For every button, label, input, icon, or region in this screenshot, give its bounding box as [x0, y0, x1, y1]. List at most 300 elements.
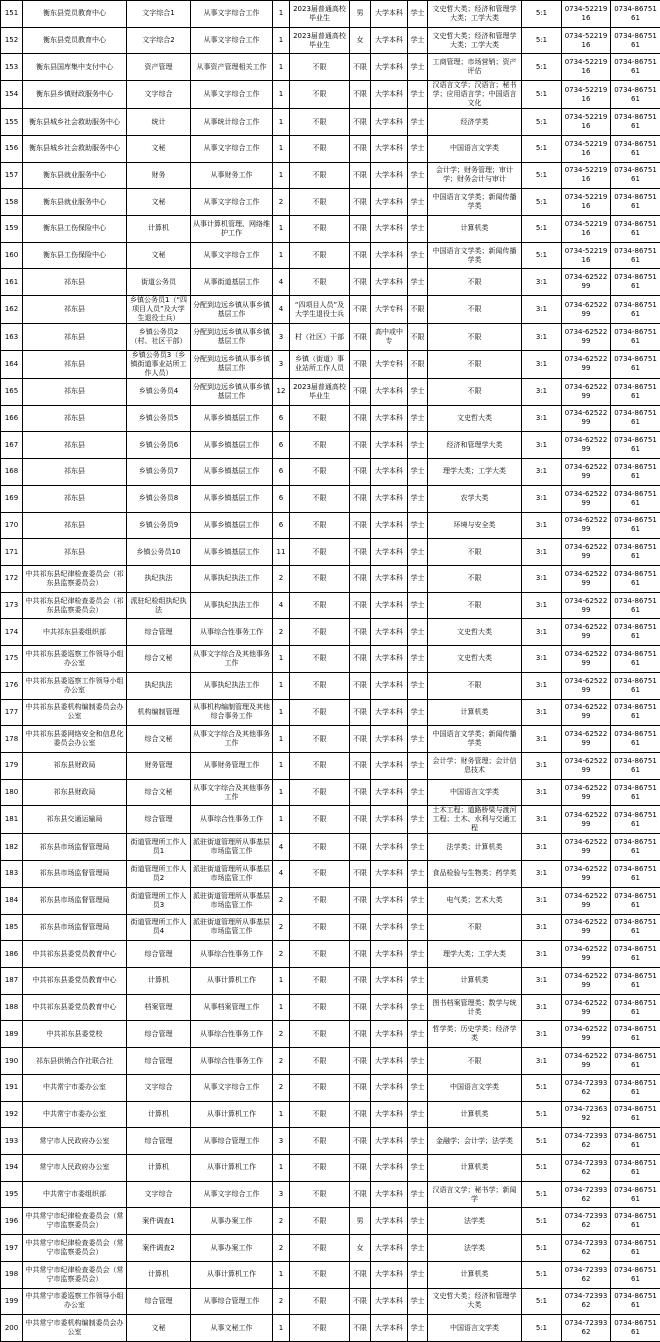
cell-identity: 乡镇（街道）事业站所工作人员 — [290, 350, 350, 378]
cell-post: 街道管理所工作人员3 — [127, 887, 191, 914]
cell-post: 乡镇公务员2（村、社区干部） — [127, 324, 191, 351]
cell-major: 计算机类 — [428, 1101, 522, 1128]
cell-gender: 不限 — [350, 485, 371, 512]
cell-no: 192 — [1, 1101, 23, 1128]
cell-gender: 不限 — [350, 752, 371, 779]
cell-tel1: 0734-7239362 — [562, 1261, 611, 1288]
cell-major: 理学大类；工学大类 — [428, 459, 522, 486]
cell-edu: 大学本科 — [371, 1128, 408, 1155]
cell-ratio: 3:1 — [522, 269, 562, 296]
cell-identity: 不限 — [290, 459, 350, 486]
cell-tel1: 0734-6252299 — [562, 752, 611, 779]
cell-gender: 不限 — [350, 81, 371, 109]
table-row — [1, 861, 660, 888]
cell-duty: 从事综合性事务工作 — [191, 619, 273, 646]
table-row — [1, 619, 660, 646]
cell-major: 不限 — [428, 269, 522, 296]
cell-degree: 学士 — [408, 887, 428, 914]
cell-unit: 衡东县乡镇财政服务中心 — [23, 81, 127, 109]
cell-count: 6 — [273, 432, 290, 459]
cell-major: 金融学；会计学；法学类 — [428, 1128, 522, 1155]
cell-identity: 村（社区）干部 — [290, 324, 350, 351]
cell-post: 街道管理所工作人员2 — [127, 861, 191, 888]
cell-tel2: 0734-8675161 — [611, 1261, 660, 1288]
cell-edu: 大学本科 — [371, 914, 408, 941]
cell-unit: 中共祁东县委党员教育中心 — [23, 941, 127, 968]
cell-post: 综合文秘 — [127, 646, 191, 673]
cell-degree: 学士 — [408, 861, 428, 888]
cell-major: 不限 — [428, 672, 522, 699]
table-row — [1, 752, 660, 779]
cell-identity: 不限 — [290, 887, 350, 914]
cell-unit: 中共祁东县委党员教育中心 — [23, 994, 127, 1021]
cell-post: 街道管理所工作人员1 — [127, 834, 191, 861]
cell-count: 12 — [273, 378, 290, 405]
cell-gender: 不限 — [350, 994, 371, 1021]
cell-unit: 中共常宁市纪律检查委员会（常宁市监察委员会） — [23, 1235, 127, 1262]
cell-major: 图书档案管理类；数学与统计类 — [428, 994, 522, 1021]
cell-duty: 从事乡镇基层工作 — [191, 485, 273, 512]
cell-tel1: 0734-7239362 — [562, 1208, 611, 1235]
cell-no: 191 — [1, 1074, 23, 1101]
cell-post: 乡镇公务员7 — [127, 459, 191, 486]
cell-unit: 祁东县财政局 — [23, 779, 127, 806]
cell-degree: 学士 — [408, 109, 428, 136]
table-row — [1, 1208, 660, 1235]
cell-degree: 学士 — [408, 189, 428, 216]
cell-duty: 派驻街道管理所从事基层市场监管工作 — [191, 834, 273, 861]
cell-duty: 从事文字综合工作 — [191, 27, 273, 54]
cell-tel1: 0734-6252299 — [562, 672, 611, 699]
cell-post: 综合管理 — [127, 1048, 191, 1075]
cell-ratio: 5:1 — [522, 81, 562, 109]
cell-post: 文字综合 — [127, 1074, 191, 1101]
cell-gender: 不限 — [350, 1048, 371, 1075]
cell-tel1: 0734-7239362 — [562, 1155, 611, 1182]
cell-count: 1 — [273, 806, 290, 834]
cell-edu: 大学本科 — [371, 592, 408, 619]
cell-ratio: 3:1 — [522, 592, 562, 619]
cell-post: 文秘 — [127, 1315, 191, 1342]
cell-post: 综合管理 — [127, 806, 191, 834]
cell-degree: 学士 — [408, 1235, 428, 1262]
table-row — [1, 162, 660, 189]
cell-tel2: 0734-8675161 — [611, 539, 660, 566]
cell-unit: 祁东县 — [23, 405, 127, 432]
table-row — [1, 27, 660, 54]
cell-post: 乡镇公务员1（“四项目人员”及大学生退役士兵） — [127, 296, 191, 324]
cell-edu: 大学本科 — [371, 1288, 408, 1315]
cell-gender: 不限 — [350, 1261, 371, 1288]
cell-unit: 中共祁东县委组织部 — [23, 619, 127, 646]
cell-edu: 大学本科 — [371, 994, 408, 1021]
table-row — [1, 834, 660, 861]
cell-unit: 中共常宁市委巡察工作领导小组办公室 — [23, 1288, 127, 1315]
cell-unit: 衡东县党员教育中心 — [23, 1, 127, 28]
cell-major: 经济学类 — [428, 109, 522, 136]
cell-edu: 高中或中专 — [371, 324, 408, 351]
cell-count: 1 — [273, 27, 290, 54]
cell-unit: 衡东县就业服务中心 — [23, 162, 127, 189]
cell-degree: 学士 — [408, 1128, 428, 1155]
cell-major: 中国语言文学类 — [428, 1315, 522, 1342]
cell-identity: 不限 — [290, 752, 350, 779]
cell-post: 文字综合 — [127, 81, 191, 109]
cell-no: 152 — [1, 27, 23, 54]
cell-no: 200 — [1, 1315, 23, 1342]
cell-duty: 从事街道基层工作 — [191, 269, 273, 296]
cell-degree: 学士 — [408, 378, 428, 405]
cell-degree: 学士 — [408, 1315, 428, 1342]
cell-count: 3 — [273, 324, 290, 351]
table-row — [1, 485, 660, 512]
cell-no: 173 — [1, 592, 23, 619]
cell-count: 4 — [273, 834, 290, 861]
cell-no: 172 — [1, 565, 23, 592]
cell-tel1: 0734-5221916 — [562, 1, 611, 28]
cell-ratio: 3:1 — [522, 459, 562, 486]
cell-tel1: 0734-6252299 — [562, 592, 611, 619]
cell-ratio: 3:1 — [522, 512, 562, 539]
table-row — [1, 1315, 660, 1342]
cell-tel1: 0734-5221916 — [562, 109, 611, 136]
cell-tel1: 0734-6252299 — [562, 861, 611, 888]
cell-identity: 不限 — [290, 672, 350, 699]
cell-degree: 学士 — [408, 485, 428, 512]
cell-post: 案件调查1 — [127, 1208, 191, 1235]
cell-duty: 从事文字综合及其他事务工作 — [191, 726, 273, 753]
cell-edu: 大学本科 — [371, 109, 408, 136]
cell-degree: 学士 — [408, 269, 428, 296]
cell-duty: 从事计算机管理、网络维护工作 — [191, 216, 273, 243]
cell-tel2: 0734-8675161 — [611, 459, 660, 486]
cell-gender: 不限 — [350, 1128, 371, 1155]
cell-post: 文秘 — [127, 189, 191, 216]
cell-ratio: 3:1 — [522, 834, 562, 861]
cell-edu: 大学本科 — [371, 1, 408, 28]
cell-identity: 不限 — [290, 646, 350, 673]
cell-tel2: 0734-8675161 — [611, 726, 660, 753]
cell-identity: 不限 — [290, 81, 350, 109]
cell-edu: 大学本科 — [371, 861, 408, 888]
cell-duty: 从事执纪执法工作 — [191, 592, 273, 619]
cell-degree: 学士 — [408, 1048, 428, 1075]
cell-duty: 从事综合性事务工作 — [191, 941, 273, 968]
cell-count: 6 — [273, 405, 290, 432]
cell-tel1: 0734-7239362 — [562, 1288, 611, 1315]
cell-edu: 大学本科 — [371, 968, 408, 995]
table-row — [1, 81, 660, 109]
cell-duty: 从事文字综合工作 — [191, 189, 273, 216]
cell-unit: 祁东县 — [23, 539, 127, 566]
cell-post: 计算机 — [127, 1155, 191, 1182]
cell-edu: 大学本科 — [371, 1261, 408, 1288]
table-row — [1, 269, 660, 296]
cell-edu: 大学本科 — [371, 512, 408, 539]
cell-edu: 大学本科 — [371, 1021, 408, 1048]
cell-no: 163 — [1, 324, 23, 351]
cell-major: 食品检验与生物类；药学类 — [428, 861, 522, 888]
cell-degree: 学士 — [408, 432, 428, 459]
table-row — [1, 1181, 660, 1208]
cell-tel1: 0734-5221916 — [562, 242, 611, 269]
cell-major: 理学大类；工学大类 — [428, 941, 522, 968]
cell-tel2: 0734-8675161 — [611, 941, 660, 968]
cell-tel2: 0734-8675161 — [611, 752, 660, 779]
cell-count: 2 — [273, 619, 290, 646]
cell-identity: 不限 — [290, 242, 350, 269]
cell-count: 4 — [273, 861, 290, 888]
cell-duty: 从事财务工作 — [191, 162, 273, 189]
cell-degree: 学士 — [408, 27, 428, 54]
cell-ratio: 3:1 — [522, 699, 562, 726]
cell-unit: 祁东县 — [23, 350, 127, 378]
cell-post: 文字综合2 — [127, 27, 191, 54]
cell-tel2: 0734-8675161 — [611, 1235, 660, 1262]
cell-no: 174 — [1, 619, 23, 646]
cell-count: 2 — [273, 1074, 290, 1101]
cell-ratio: 3:1 — [522, 968, 562, 995]
cell-gender: 不限 — [350, 296, 371, 324]
table-row — [1, 1155, 660, 1182]
table-row — [1, 968, 660, 995]
cell-no: 178 — [1, 726, 23, 753]
cell-identity: 不限 — [290, 162, 350, 189]
cell-major: 计算机类 — [428, 1155, 522, 1182]
cell-no: 195 — [1, 1181, 23, 1208]
cell-tel2: 0734-8675161 — [611, 994, 660, 1021]
cell-post: 案件调查2 — [127, 1235, 191, 1262]
cell-gender: 不限 — [350, 350, 371, 378]
cell-edu: 大学本科 — [371, 565, 408, 592]
cell-ratio: 3:1 — [522, 779, 562, 806]
table-row — [1, 432, 660, 459]
cell-unit: 常宁市人民政府办公室 — [23, 1155, 127, 1182]
cell-identity: 不限 — [290, 592, 350, 619]
cell-post: 文字综合 — [127, 1181, 191, 1208]
cell-no: 186 — [1, 941, 23, 968]
cell-tel1: 0734-5221916 — [562, 81, 611, 109]
cell-ratio: 3:1 — [522, 887, 562, 914]
cell-tel2: 0734-8675161 — [611, 27, 660, 54]
cell-unit: 中共常宁市纪律检查委员会（常宁市监察委员会） — [23, 1208, 127, 1235]
cell-no: 182 — [1, 834, 23, 861]
cell-identity: 不限 — [290, 565, 350, 592]
cell-major: 不限 — [428, 324, 522, 351]
cell-major: 计算机类 — [428, 968, 522, 995]
cell-degree: 不限 — [408, 324, 428, 351]
cell-no: 165 — [1, 378, 23, 405]
cell-duty: 从事文秘工作 — [191, 1315, 273, 1342]
cell-post: 计算机 — [127, 1261, 191, 1288]
cell-major: 不限 — [428, 539, 522, 566]
cell-no: 199 — [1, 1288, 23, 1315]
cell-unit: 常宁市人民政府办公室 — [23, 1128, 127, 1155]
cell-gender: 不限 — [350, 269, 371, 296]
cell-major: 文史哲大类；经济和管理学大类；工学大类 — [428, 27, 522, 54]
cell-count: 1 — [273, 54, 290, 81]
cell-count: 1 — [273, 216, 290, 243]
cell-gender: 不限 — [350, 834, 371, 861]
cell-major: 汉语言文学；秘书学；新闻学 — [428, 1181, 522, 1208]
cell-tel1: 0734-6252299 — [562, 779, 611, 806]
cell-tel1: 0734-5221916 — [562, 162, 611, 189]
cell-major: 不限 — [428, 378, 522, 405]
cell-tel2: 0734-8675161 — [611, 216, 660, 243]
table-row — [1, 699, 660, 726]
cell-edu: 大学本科 — [371, 189, 408, 216]
cell-count: 1 — [273, 779, 290, 806]
cell-gender: 不限 — [350, 162, 371, 189]
cell-ratio: 3:1 — [522, 539, 562, 566]
cell-count: 1 — [273, 672, 290, 699]
cell-no: 160 — [1, 242, 23, 269]
cell-tel1: 0734-6252299 — [562, 699, 611, 726]
cell-post: 乡镇公务员8 — [127, 485, 191, 512]
cell-major: 会计学；财务管理；审计学；财务会计与审计 — [428, 162, 522, 189]
table-row — [1, 1128, 660, 1155]
cell-edu: 大学本科 — [371, 539, 408, 566]
cell-identity: 不限 — [290, 806, 350, 834]
cell-ratio: 5:1 — [522, 1208, 562, 1235]
table-row — [1, 109, 660, 136]
cell-identity: 不限 — [290, 432, 350, 459]
cell-edu: 大学本科 — [371, 726, 408, 753]
cell-identity: 不限 — [290, 1074, 350, 1101]
cell-major: 法学类；计算机类 — [428, 834, 522, 861]
cell-unit: 衡东县城乡社会救助服务中心 — [23, 135, 127, 162]
cell-tel2: 0734-8675161 — [611, 109, 660, 136]
cell-unit: 祁东县市场监督管理局 — [23, 914, 127, 941]
cell-major: 计算机类 — [428, 699, 522, 726]
cell-duty: 从事计算机工作 — [191, 1155, 273, 1182]
cell-post: 综合管理 — [127, 1021, 191, 1048]
cell-gender: 不限 — [350, 459, 371, 486]
cell-major: 不限 — [428, 1048, 522, 1075]
cell-edu: 大学专科 — [371, 296, 408, 324]
cell-unit: 祁东县 — [23, 269, 127, 296]
cell-tel1: 0734-6252299 — [562, 806, 611, 834]
cell-degree: 学士 — [408, 1, 428, 28]
cell-tel2: 0734-8675161 — [611, 1155, 660, 1182]
cell-no: 198 — [1, 1261, 23, 1288]
cell-tel2: 0734-8675161 — [611, 296, 660, 324]
cell-unit: 祁东县 — [23, 324, 127, 351]
cell-post: 计算机 — [127, 1101, 191, 1128]
cell-ratio: 5:1 — [522, 1101, 562, 1128]
cell-tel1: 0734-7239362 — [562, 1315, 611, 1342]
cell-identity: 不限 — [290, 1048, 350, 1075]
cell-unit: 祁东县 — [23, 485, 127, 512]
cell-edu: 大学本科 — [371, 1181, 408, 1208]
cell-major: 中国语言文学类；新闻传播学类 — [428, 726, 522, 753]
cell-ratio: 5:1 — [522, 216, 562, 243]
cell-major: 不限 — [428, 350, 522, 378]
cell-tel1: 0734-7236392 — [562, 1101, 611, 1128]
cell-tel1: 0734-6252299 — [562, 565, 611, 592]
cell-duty: 从事机构编制管理及其他综合事务工作 — [191, 699, 273, 726]
cell-ratio: 5:1 — [522, 27, 562, 54]
cell-post: 执纪执法 — [127, 565, 191, 592]
cell-ratio: 5:1 — [522, 1181, 562, 1208]
table-row — [1, 54, 660, 81]
cell-major: 法学类 — [428, 1235, 522, 1262]
cell-ratio: 3:1 — [522, 485, 562, 512]
cell-edu: 大学本科 — [371, 432, 408, 459]
cell-degree: 学士 — [408, 806, 428, 834]
cell-no: 151 — [1, 1, 23, 28]
table-row — [1, 726, 660, 753]
cell-duty: 从事综合管理工作 — [191, 1288, 273, 1315]
cell-post: 综合管理 — [127, 619, 191, 646]
cell-major: 土木工程；道路桥梁与渡河工程；土木、水利与交通工程 — [428, 806, 522, 834]
cell-no: 170 — [1, 512, 23, 539]
cell-gender: 不限 — [350, 1155, 371, 1182]
cell-gender: 女 — [350, 1235, 371, 1262]
cell-count: 1 — [273, 726, 290, 753]
table-row — [1, 1048, 660, 1075]
cell-post: 文字综合1 — [127, 1, 191, 28]
cell-count: 1 — [273, 162, 290, 189]
table-row — [1, 189, 660, 216]
table-body — [1, 1, 660, 1342]
cell-major: 文史哲大类；经济和管理学大类 — [428, 1288, 522, 1315]
cell-ratio: 5:1 — [522, 1261, 562, 1288]
cell-identity: 不限 — [290, 699, 350, 726]
cell-duty: 派驻街道管理所从事基层市场监管工作 — [191, 887, 273, 914]
cell-tel2: 0734-8675161 — [611, 646, 660, 673]
cell-edu: 大学本科 — [371, 806, 408, 834]
table-row — [1, 216, 660, 243]
cell-count: 2 — [273, 941, 290, 968]
cell-major: 不限 — [428, 565, 522, 592]
cell-duty: 从事计算机工作 — [191, 968, 273, 995]
cell-gender: 男 — [350, 1, 371, 28]
cell-ratio: 5:1 — [522, 109, 562, 136]
cell-post: 统计 — [127, 109, 191, 136]
cell-edu: 大学本科 — [371, 672, 408, 699]
cell-ratio: 3:1 — [522, 941, 562, 968]
cell-gender: 不限 — [350, 619, 371, 646]
cell-gender: 不限 — [350, 1288, 371, 1315]
cell-ratio: 3:1 — [522, 646, 562, 673]
table-row — [1, 672, 660, 699]
table-row — [1, 512, 660, 539]
cell-tel2: 0734-8675161 — [611, 914, 660, 941]
cell-tel1: 0734-6252299 — [562, 432, 611, 459]
cell-ratio: 5:1 — [522, 1288, 562, 1315]
cell-unit: 祁东县 — [23, 459, 127, 486]
cell-unit: 中共祁东县委机构编制委员会办公室 — [23, 699, 127, 726]
cell-degree: 不限 — [408, 296, 428, 324]
cell-gender: 不限 — [350, 54, 371, 81]
cell-count: 1 — [273, 1155, 290, 1182]
cell-ratio: 3:1 — [522, 350, 562, 378]
cell-major: 哲学类；历史学类；经济学类 — [428, 1021, 522, 1048]
cell-ratio: 3:1 — [522, 1021, 562, 1048]
cell-identity: 不限 — [290, 779, 350, 806]
cell-unit: 祁东县市场监督管理局 — [23, 861, 127, 888]
cell-identity: 不限 — [290, 994, 350, 1021]
cell-ratio: 5:1 — [522, 162, 562, 189]
cell-degree: 学士 — [408, 1288, 428, 1315]
cell-tel2: 0734-8675161 — [611, 378, 660, 405]
cell-tel2: 0734-8675161 — [611, 779, 660, 806]
cell-tel2: 0734-8675161 — [611, 1288, 660, 1315]
cell-duty: 从事综合性事务工作 — [191, 1048, 273, 1075]
cell-unit: 中共祁东县委巡察工作领导小组办公室 — [23, 646, 127, 673]
cell-edu: 大学本科 — [371, 216, 408, 243]
